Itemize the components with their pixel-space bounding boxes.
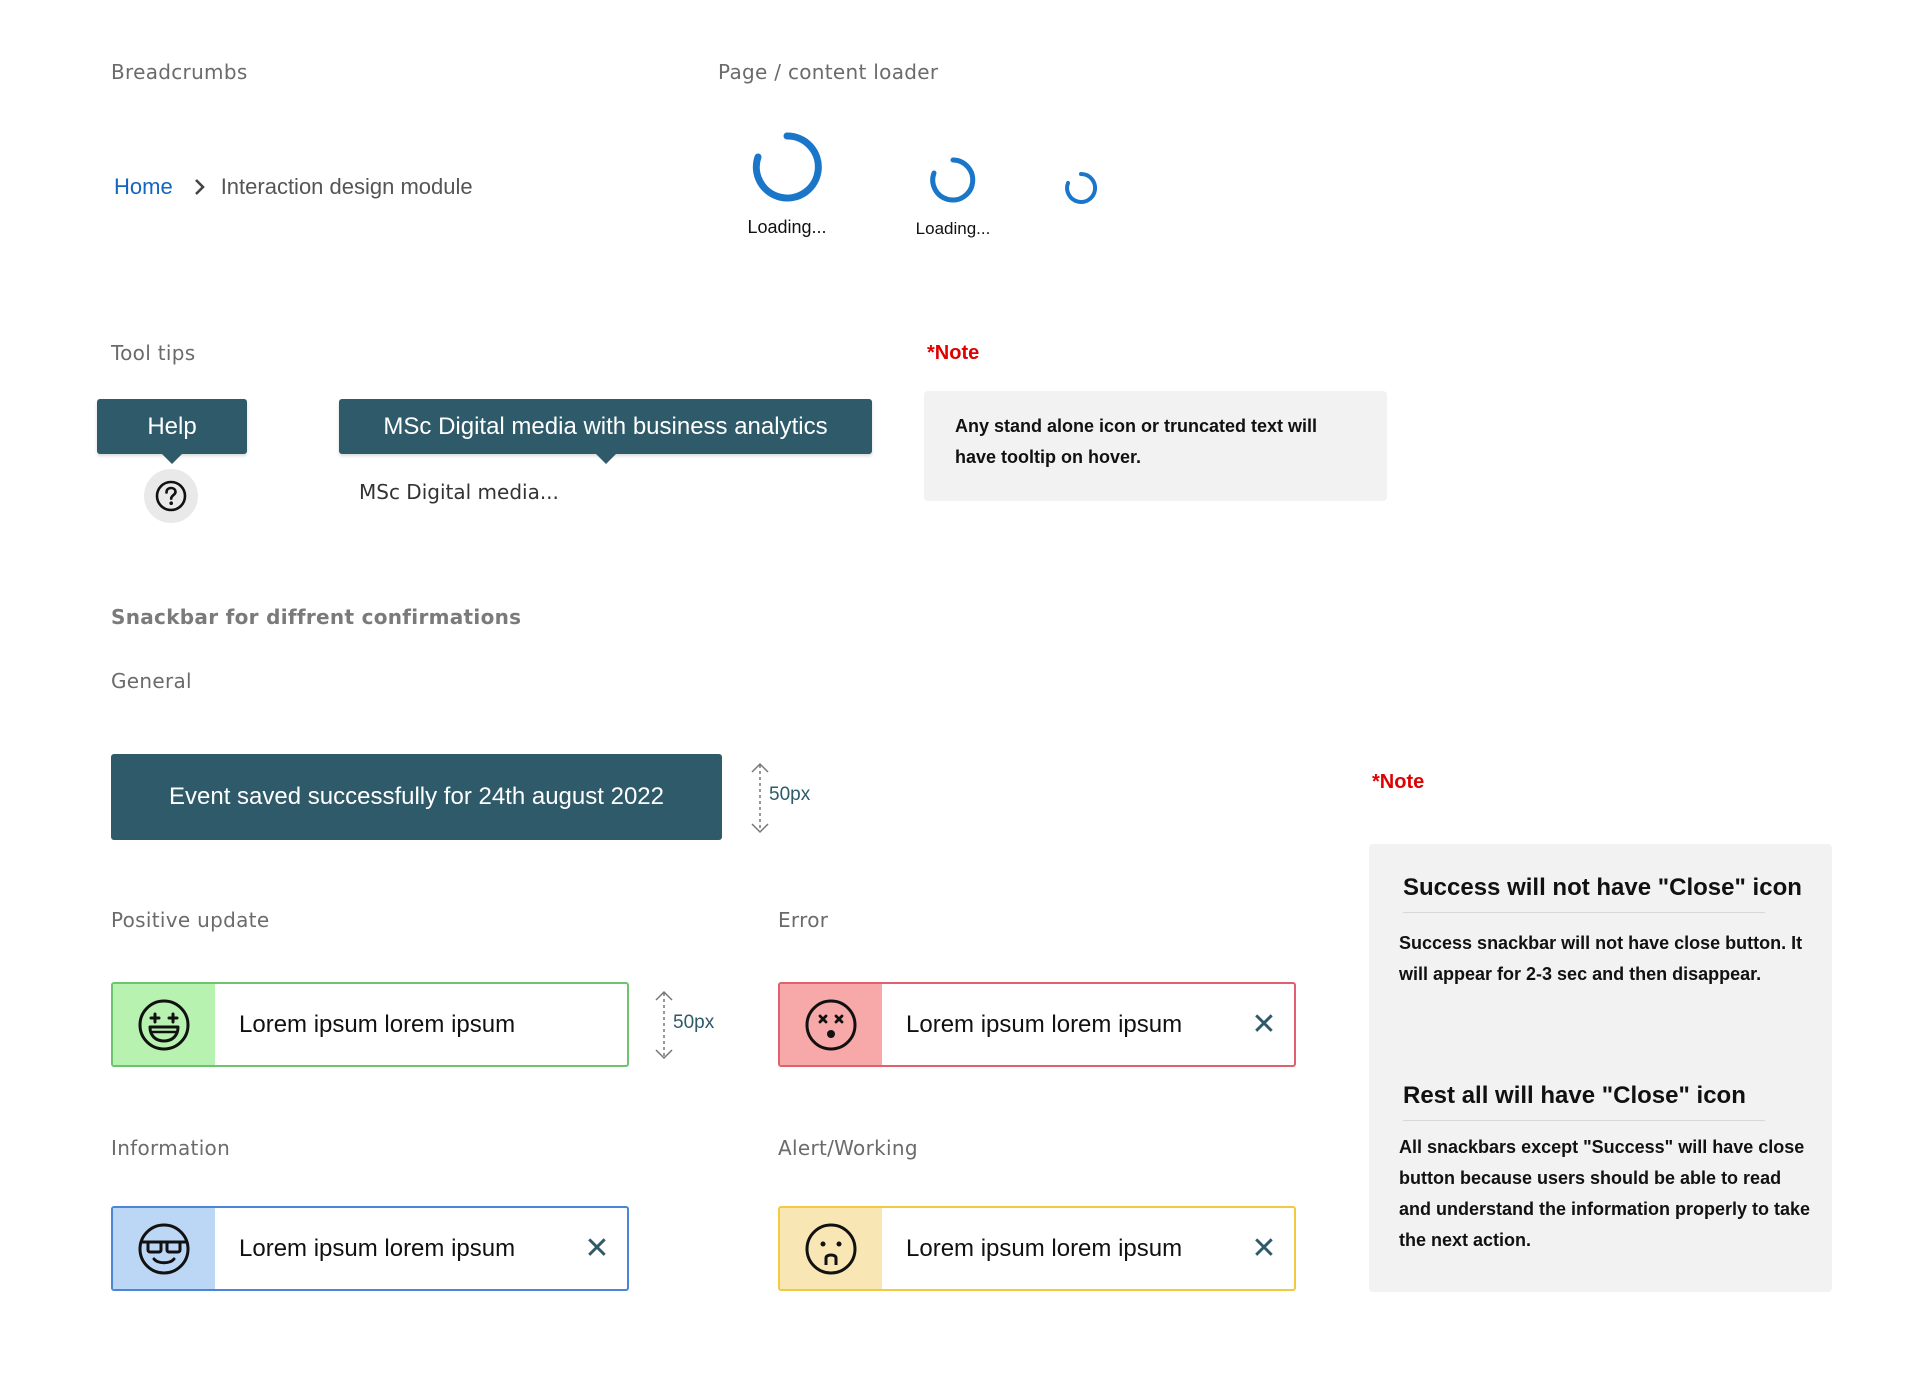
tooltip-note-label: *Note	[927, 342, 980, 364]
tooltip-note-text: Any stand alone icon or truncated text will have tooltip on hover.	[955, 416, 1318, 467]
spinner-icon	[750, 130, 824, 204]
error-snackbar	[778, 982, 1296, 1067]
general-snackbar-message: Event saved successfully for 24th august 2022	[169, 783, 664, 810]
note-success-heading: Success will not have "Close" icon	[1403, 874, 1802, 901]
close-icon[interactable]: ✕	[1251, 1232, 1277, 1265]
information-label: Information	[111, 1136, 231, 1160]
alert-snackbar	[778, 1206, 1296, 1291]
question-circle-icon	[154, 479, 188, 513]
course-tooltip-text: MSc Digital media with business analytics	[383, 412, 828, 440]
alert-label: Alert/Working	[778, 1136, 918, 1160]
breadcrumb	[114, 174, 473, 200]
note-success-text: Success snackbar will not have close button. It will appear for 2-3 sec and then disappear.	[1399, 933, 1803, 984]
positive-label: Positive update	[111, 908, 270, 932]
tooltip-note-box	[924, 391, 1387, 501]
chevron-right-icon	[193, 177, 207, 197]
error-snackbar-message: Lorem ipsum lorem ipsum	[906, 1010, 1183, 1038]
error-icon-box	[780, 984, 882, 1065]
positive-height-label: 50px	[673, 1012, 715, 1033]
general-height-label: 50px	[769, 784, 811, 805]
note-divider	[1403, 912, 1765, 913]
loader-section-label: Page / content loader	[718, 60, 939, 84]
alert-icon-box	[780, 1208, 882, 1289]
truncated-course-text[interactable]: MSc Digital media...	[359, 480, 559, 504]
dizzy-face-icon	[804, 998, 858, 1052]
general-snackbar	[111, 754, 722, 840]
positive-icon-box	[113, 984, 215, 1065]
general-label: General	[111, 669, 192, 693]
close-icon[interactable]: ✕	[1251, 1008, 1277, 1041]
information-icon-box	[113, 1208, 215, 1289]
help-button[interactable]	[144, 469, 198, 523]
tooltips-section-label: Tool tips	[111, 341, 196, 365]
breadcrumb-home-link[interactable]: Home	[114, 174, 173, 199]
snackbar-note-box	[1369, 844, 1832, 1292]
loader-medium-text: Loading...	[915, 219, 991, 238]
nerd-face-icon	[137, 1222, 191, 1276]
information-snackbar	[111, 1206, 629, 1291]
vertical-measure-arrow-icon	[750, 762, 770, 834]
vertical-measure-arrow-icon	[654, 990, 674, 1060]
spinner-icon	[928, 155, 978, 205]
grinning-face-icon	[137, 998, 191, 1052]
note-rest-text: All snackbars except "Success" will have close button because users should be able to read and understand the information properly to take the next action.	[1399, 1137, 1811, 1250]
positive-snackbar	[111, 982, 629, 1067]
surprised-face-icon	[804, 1222, 858, 1276]
snackbar-section-label: Snackbar for diffrent confirmations	[111, 605, 522, 629]
breadcrumbs-section-label: Breadcrumbs	[111, 60, 248, 84]
close-icon[interactable]: ✕	[584, 1232, 610, 1265]
help-tooltip-text: Help	[147, 412, 197, 440]
loader-large-text: Loading...	[747, 217, 827, 237]
note-rest-heading: Rest all will have "Close" icon	[1403, 1082, 1746, 1109]
course-tooltip	[339, 399, 872, 454]
spinner-icon	[1063, 170, 1099, 206]
help-tooltip	[97, 399, 247, 454]
alert-snackbar-message: Lorem ipsum lorem ipsum	[906, 1234, 1183, 1262]
breadcrumb-current: Interaction design module	[220, 174, 473, 199]
snackbar-note-label: *Note	[1372, 771, 1425, 793]
positive-snackbar-message: Lorem ipsum lorem ipsum	[239, 1010, 516, 1038]
information-snackbar-message: Lorem ipsum lorem ipsum	[239, 1234, 516, 1262]
error-label: Error	[778, 908, 829, 932]
note-divider	[1403, 1120, 1765, 1121]
